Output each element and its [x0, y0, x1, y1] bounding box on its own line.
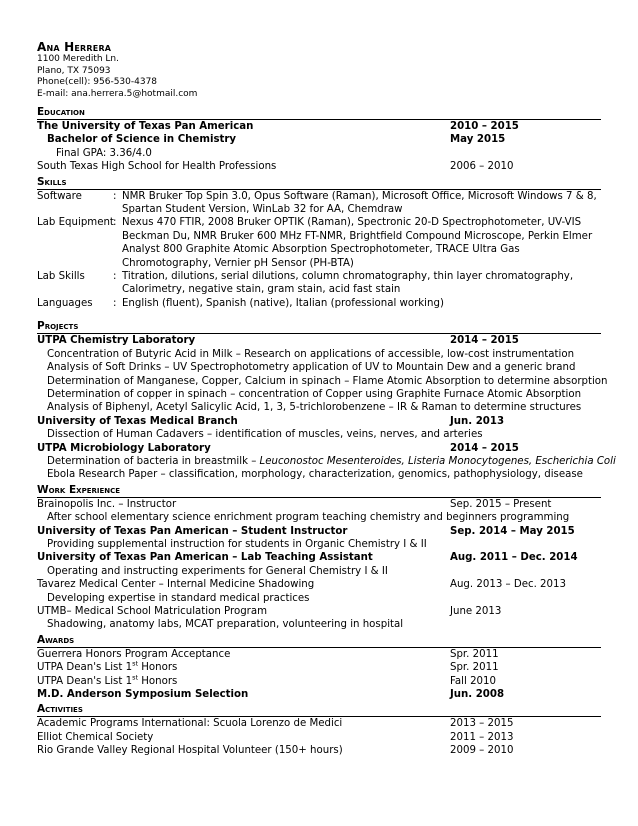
project-date: 2014 – 2015: [450, 335, 519, 347]
activity-row: [37, 731, 601, 744]
address-line-2: Plano, TX 75093: [37, 65, 111, 76]
section-awards-heading: Awards: [37, 634, 601, 648]
award-row: [37, 688, 601, 701]
skill-label: Software: [37, 190, 82, 202]
skill-row-software: [37, 190, 601, 217]
activity-label: Academic Programs International: Scuola Lorenzo de Medici: [37, 718, 343, 730]
project-date: Jun. 2013: [450, 415, 505, 427]
project-chemistry-lab: [37, 334, 601, 347]
activity-row: [37, 744, 601, 757]
activity-label: Elliot Chemical Society: [37, 731, 154, 743]
award-label: Guerrera Honors Program Acceptance: [37, 648, 231, 660]
skill-colon: :: [113, 190, 117, 202]
project-name: UTPA Chemistry Laboratory: [37, 335, 196, 347]
job-title: UTMB– Medical School Matriculation Program: [37, 606, 268, 617]
job-title-row: [37, 578, 601, 591]
resume-page: [37, 40, 616, 758]
skill-colon: :: [113, 297, 117, 309]
award-label: [37, 659, 178, 674]
high-school-date: 2006 – 2010: [450, 161, 514, 173]
project-item: Ebola Research Paper – classification, morphology, characterization, genomics, pathophysiology, disease: [47, 469, 583, 481]
award-label-text: Honors: [138, 662, 178, 674]
project-item: Determination of copper in spinach – concentration of Copper using Graphite Furnace Atomic Absorption: [47, 388, 582, 400]
section-education-heading: Education: [37, 106, 601, 120]
skill-label: Lab Skills: [37, 271, 85, 283]
project-name: UTPA Microbiology Laboratory: [37, 442, 211, 454]
job-date: June 2013: [450, 606, 502, 617]
project-item: Determination of Manganese, Copper, Calcium in spinach – Flame Atomic Absorption to determine absorption: [47, 375, 608, 387]
award-row: [37, 648, 601, 661]
award-label-text: Honors: [138, 675, 178, 687]
applicant-name: Ana Herrera: [37, 40, 112, 54]
skill-colon: :: [113, 217, 117, 229]
award-label-text: UTPA Dean's List 1: [37, 662, 133, 674]
award-label-sup: st: [132, 659, 139, 668]
job-title: University of Texas Pan American – Lab Teaching Assistant: [37, 552, 373, 564]
job-date: Aug. 2013 – Dec. 2013: [450, 579, 566, 591]
award-label: [37, 673, 178, 687]
phone-line: Phone(cell): 956-530-4378: [37, 77, 158, 87]
education-high-school: [37, 160, 601, 173]
award-row: [37, 675, 601, 688]
project-item: Concentration of Butyric Acid in Milk – Research on applications of accessible, low-cost instrumentation: [47, 348, 575, 360]
high-school-name: South Texas High School for Health Professions: [37, 161, 277, 173]
skill-row-lab-equipment: [37, 216, 601, 270]
job-description: Providing supplemental instruction for students in Organic Chemistry I & II: [47, 538, 427, 550]
project-item-prefix: Determination of bacteria in breastmilk –: [47, 455, 260, 467]
skill-text: NMR Bruker Top Spin 3.0, Opus Software (Raman), Microsoft Office, Microsoft Windows 7 & 8, Spartan Student Version, WinLab 32 for AA, Chemdraw: [122, 190, 597, 216]
award-date: Fall 2010: [450, 675, 496, 687]
skill-row-lab-skills: [37, 270, 601, 297]
skill-text: Titration, dilutions, serial dilutions, column chromatography, thin layer chromatography, Calorimetry, negative stain, gram stain, acid fast stain: [122, 271, 574, 296]
skill-colon: :: [113, 271, 117, 283]
award-date: Spr. 2011: [450, 648, 499, 660]
education-degree: [37, 133, 601, 146]
project-date: 2014 – 2015: [450, 442, 519, 454]
university-date: 2010 – 2015: [450, 121, 519, 132]
job-date: Aug. 2011 – Dec. 2014: [450, 552, 578, 564]
project-item: Analysis of Soft Drinks – UV Spectrophotometry application of UV to Mountain Dew and a generic brand: [47, 362, 576, 374]
award-date: Jun. 2008: [450, 689, 505, 701]
award-label-text: UTPA Dean's List 1: [37, 675, 133, 687]
job-date: Sep. 2014 – May 2015: [450, 525, 575, 537]
education-university: [37, 120, 601, 133]
activity-row: [37, 717, 601, 730]
resume-header: [37, 40, 601, 100]
job-description: Operating and instructing experiments for General Chemistry I & II: [47, 565, 388, 577]
section-work-heading: Work Experience: [37, 484, 601, 498]
section-skills-heading: Skills: [37, 176, 601, 190]
activity-date: 2011 – 2013: [450, 731, 514, 743]
job-title: Tavarez Medical Center – Internal Medicine Shadowing: [37, 579, 315, 591]
skill-label: Languages: [37, 297, 93, 309]
address-line-1: 1100 Meredith Ln.: [37, 54, 119, 64]
job-description: Shadowing, anatomy labs, MCAT preparation, volunteering in hospital: [47, 619, 404, 631]
award-label-sup: st: [132, 673, 139, 682]
email-line: E-mail: ana.herrera.5@hotmail.com: [37, 88, 198, 99]
job-title-row: [37, 551, 601, 564]
job-description: Developing expertise in standard medical practices: [47, 592, 310, 604]
award-date: Spr. 2011: [450, 662, 499, 674]
job-title: University of Texas Pan American – Student Instructor: [37, 525, 348, 537]
skill-label: Lab Equipment: [37, 217, 114, 229]
job-title-row: [37, 605, 601, 618]
job-date: Sep. 2015 – Present: [450, 498, 552, 510]
award-row: [37, 661, 601, 674]
project-name: University of Texas Medical Branch: [37, 415, 238, 427]
skill-text: Nexus 470 FTIR, 2008 Bruker OPTIK (Raman), Spectronic 20-D Spectrophotometer, UV-VIS Beckman Du, NMR Bruker 600 MHz FT-NMR, Brightfield Compound Microscope, Perkin Elmer Analyst 800 Graphite Atomic Absorption Spectrophotometer, TRACE Ultra Gas Chromotography, Vernier pH Sensor (PH-BTA): [122, 217, 593, 269]
project-medical-branch: [37, 415, 601, 428]
project-microbiology-lab: [37, 442, 601, 455]
section-activities-heading: Activities: [37, 703, 601, 717]
award-label: M.D. Anderson Symposium Selection: [37, 689, 249, 701]
project-item: [37, 455, 616, 468]
job-title-row: [37, 525, 601, 538]
skill-text: English (fluent), Spanish (native), Italian (professional working): [122, 297, 444, 309]
job-description: After school elementary science enrichment program teaching chemistry and beginners programming: [47, 512, 570, 524]
project-item: Dissection of Human Cadavers – identification of muscles, veins, nerves, and arteries: [47, 429, 483, 441]
activity-label: Rio Grande Valley Regional Hospital Volunteer (150+ hours): [37, 745, 343, 757]
project-item-species: Leuconostoc Mesenteroides, Listeria Monocytogenes, Escherichia Coli: [259, 455, 616, 467]
activity-date: 2009 – 2010: [450, 745, 514, 757]
degree-date: May 2015: [450, 134, 506, 146]
project-item: Analysis of Biphenyl, Acetyl Salicylic Acid, 1, 3, 5-trichlorobenzene – IR & Raman to determine structures: [47, 402, 582, 414]
degree-name: Bachelor of Science in Chemistry: [47, 134, 237, 146]
job-title: Brainopolis Inc. – Instructor: [37, 498, 177, 510]
section-projects-heading: Projects: [37, 320, 601, 334]
university-name: The University of Texas Pan American: [37, 121, 254, 132]
activity-date: 2013 – 2015: [450, 718, 514, 730]
skill-row-languages: [37, 297, 601, 310]
education-gpa: Final GPA: 3.36/4.0: [56, 147, 152, 159]
job-title-row: [37, 498, 601, 511]
